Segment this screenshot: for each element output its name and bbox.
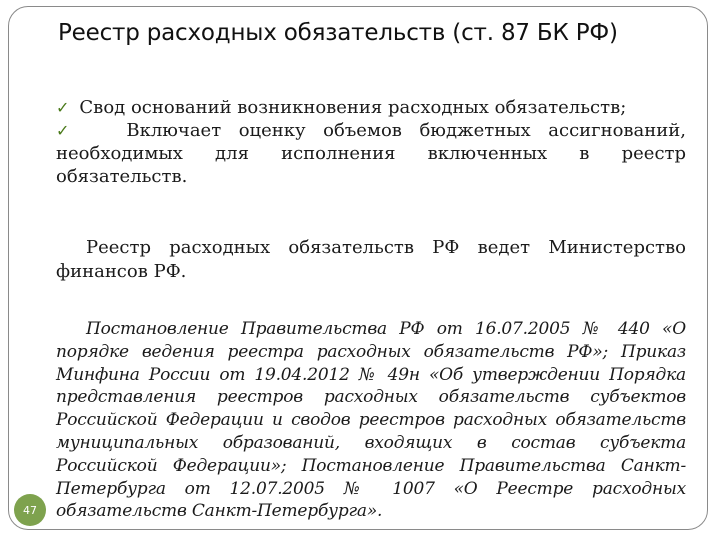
bullet-item — [56, 96, 686, 119]
bullet-text: Свод оснований возникновения расходных обязательств; — [79, 97, 627, 118]
page-number-badge — [14, 494, 46, 526]
bullet-list — [56, 96, 686, 188]
checkmark-icon: ✓ — [56, 121, 82, 140]
ministry-paragraph: Реестр расходных обязательств РФ ведет Министерство финансов РФ. — [56, 237, 686, 282]
regulations-paragraph: Постановление Правительства РФ от 16.07.2005 № 440 «О порядке ведения реестра расходных обязательств РФ»; Приказ Минфина России от 19.04.2012 № 49н «Об утверждении Порядка представления реестров расходных обязательств субъектов Российской Федерации и сводов реестров расходных обязательств муниципальных образований, входящих в состав субъекта Российской Федерации»; Постановление Правительства Санкт-Петербурга от 12.07.2005 № 1007 «О Реестре расходных обязательств Санкт-Петербурга». — [56, 319, 686, 522]
bullet-text: Включает оценку объемов бюджетных ассигнований, необходимых для исполнения включенных в реестр обязательств. — [56, 120, 686, 187]
page-number: 47 — [23, 503, 37, 517]
slide-title: Реестр расходных обязательств (ст. 87 БК РФ) — [58, 20, 618, 46]
checkmark-icon: ✓ — [56, 98, 70, 117]
bullet-item — [56, 119, 686, 188]
